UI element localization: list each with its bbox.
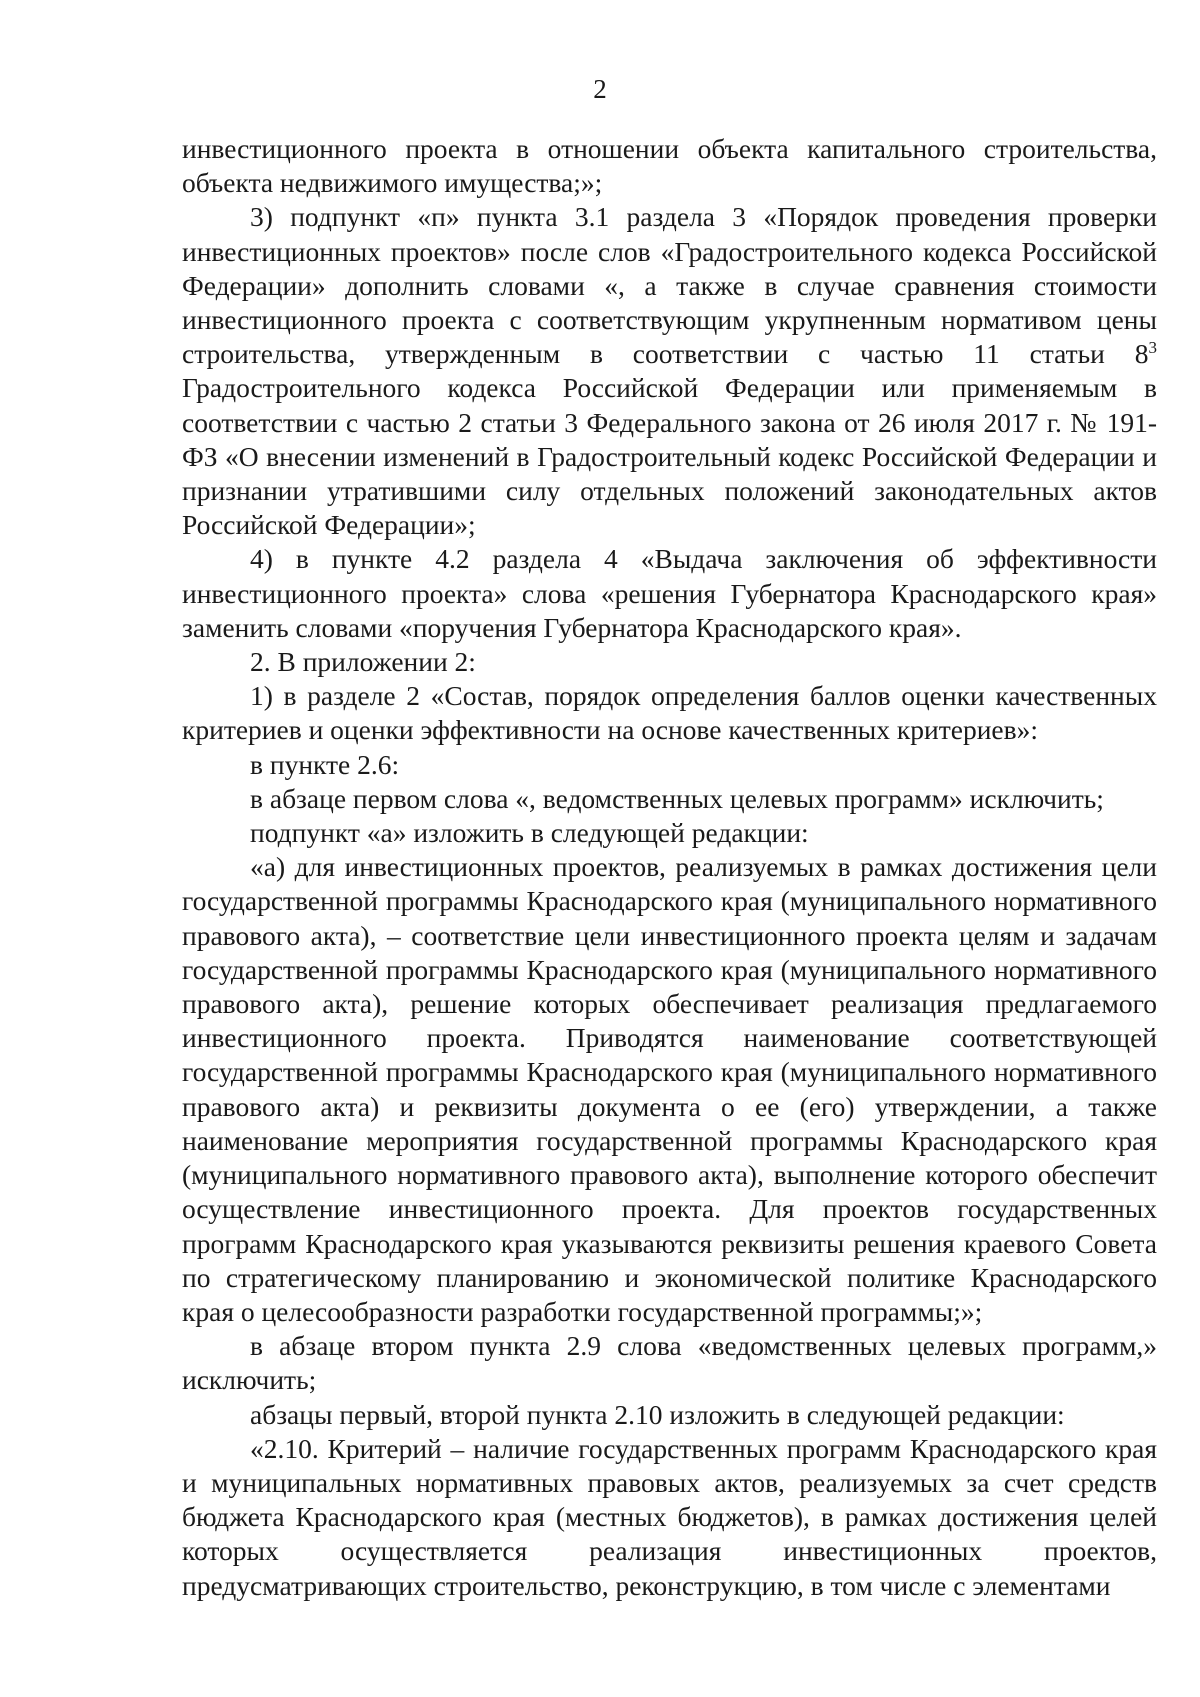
paragraph-12 — [182, 1432, 1157, 1603]
paragraph-text: «2.10. Критерий – наличие государственных программ Краснодарского края и муниципальных нормативных правовых актов, реализуемых за счет средств бюджета Краснодарского края (местных бюджетов), в рамках достижения целей которых осуществляется реализация инвестиционных проектов, предусматривающих строительство, реконструкцию, в том числе с элементами — [182, 1432, 1157, 1601]
paragraph-text: в пункте 2.6: — [250, 748, 400, 780]
paragraph-text: 4) в пункте 4.2 раздела 4 «Выдача заключения об эффективности инвестиционного проекта» слова «решения Губернатора Краснодарского края» заменить словами «поручения Губернатора Краснодарского края». — [182, 543, 1157, 643]
paragraph-text: инвестиционного проекта в отношении объекта капитального строительства, объекта недвижимого имущества;»; — [182, 133, 1157, 199]
paragraph-1 — [182, 132, 1157, 200]
page-number: 2 — [593, 74, 607, 104]
paragraph-9 — [182, 850, 1157, 1329]
paragraph-4 — [182, 645, 1157, 679]
paragraph-6 — [182, 748, 1157, 782]
paragraph-text: «а) для инвестиционных проектов, реализуемых в рамках достижения цели государственной программы Краснодарского края (муниципального нормативного правового акта), – соответствие цели инвестиционного проекта целям и задачам государственной программы Краснодарского края (муниципального нормативного правового акта), решение которых обеспечивает реализация предлагаемого инвестиционного проекта. Приводятся наименование соответствующей государственной программы Краснодарского края (муниципального нормативного правового акта) и реквизиты документа о ее (его) утверждении, а также наименование мероприятия государственной программы Краснодарского края (муниципального нормативного правового акта), выполнение которого обеспечит осуществление инвестиционного проекта. Для проектов государственных программ Краснодарского края указываются реквизиты решения краевого Совета по стратегическому планированию и экономической политике Краснодарского края о целесообразности разработки государственной программы;»; — [182, 851, 1157, 1327]
superscript: 3 — [1148, 338, 1157, 358]
paragraph-text: 1) в разделе 2 «Состав, порядок определения баллов оценки качественных критериев и оценки эффективности на основе качественных критериев»: — [182, 680, 1157, 746]
paragraph-text-tail: Градостроительного кодекса Российской Федерации или применяемым в соответствии с частью 2 статьи 3 Федерального закона от 26 июля 2017 г. № 191-ФЗ «О внесении изменений в Градостроительный кодекс Российской Федерации и признании утратившими силу отдельных положений законодательных актов Российской Федерации»; — [182, 372, 1157, 541]
paragraph-text: 3) подпункт «п» пункта 3.1 раздела 3 «Порядок проведения проверки инвестиционных проектов» после слов «Градостроительного кодекса Российской Федерации» дополнить словами «, а также в случае сравнения стоимости инвестиционного проекта с соответствующим укрупненным нормативом цены строительства, утвержденным в соответствии с частью 11 статьи 8 — [182, 201, 1157, 370]
paragraph-5 — [182, 679, 1157, 747]
paragraph-text: подпункт «а» изложить в следующей редакции: — [250, 817, 809, 849]
paragraph-text: в абзаце первом слова «, ведомственных целевых программ» исключить; — [250, 782, 1104, 814]
paragraph-text: 2. В приложении 2: — [250, 646, 476, 678]
paragraph-8 — [182, 816, 1157, 850]
document-body — [182, 132, 1157, 1603]
paragraph-text: абзацы первый, второй пункта 2.10 изложить в следующей редакции: — [250, 1398, 1065, 1430]
paragraph-7 — [182, 782, 1157, 816]
paragraph-11 — [182, 1398, 1157, 1432]
paragraph-3 — [182, 542, 1157, 645]
paragraph-2 — [182, 200, 1157, 542]
paragraph-text: в абзаце втором пункта 2.9 слова «ведомственных целевых программ,» исключить; — [182, 1330, 1157, 1396]
paragraph-10 — [182, 1329, 1157, 1397]
